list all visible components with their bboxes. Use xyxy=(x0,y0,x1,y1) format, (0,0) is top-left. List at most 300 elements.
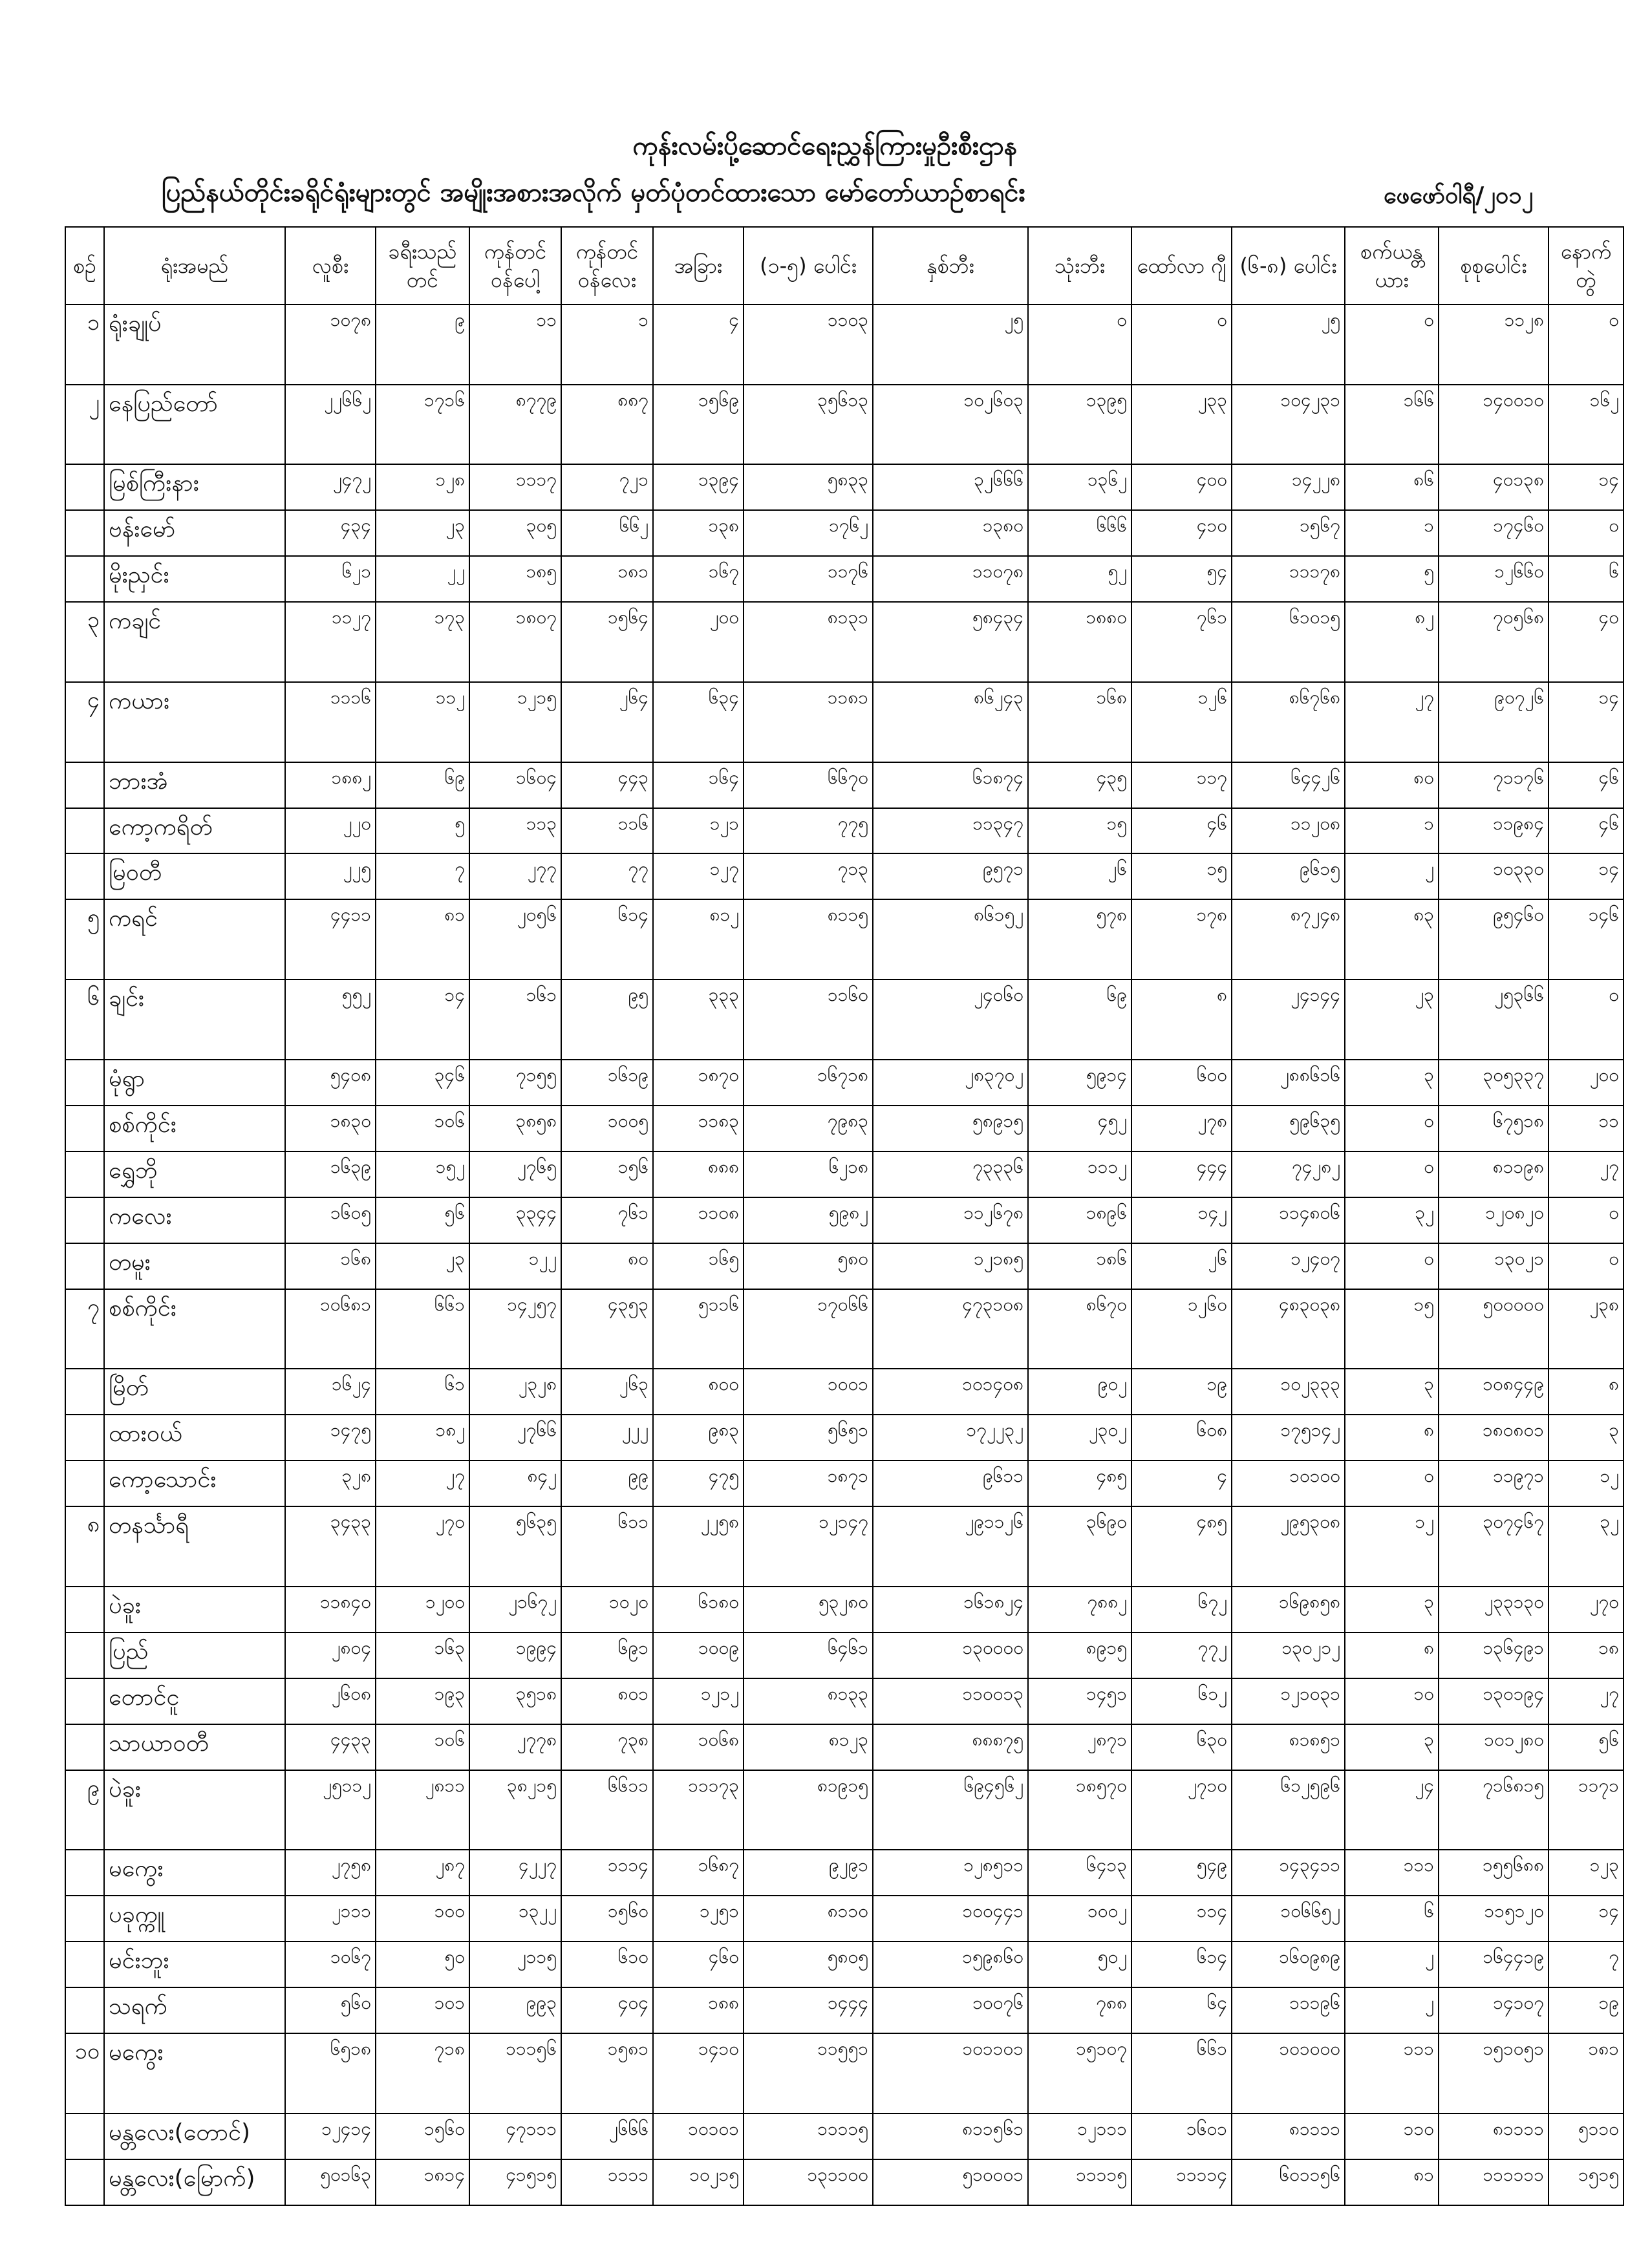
column-header: စဉ် xyxy=(65,227,104,305)
value-cell: ၁၁၅၅၁ xyxy=(744,2033,873,2113)
table-row xyxy=(65,762,1623,808)
column-header: နောက်တွဲ xyxy=(1548,227,1623,305)
value-cell: ၈၁၁၁၁ xyxy=(1439,2113,1548,2159)
value-cell: ၀ xyxy=(1345,1106,1439,1151)
row-number-cell xyxy=(65,1151,104,1197)
value-cell: ၄၀၁၃၈ xyxy=(1439,464,1548,510)
value-cell: ၅၈၉၁၅ xyxy=(873,1106,1028,1151)
value-cell: ၁၈၈၀ xyxy=(1028,602,1131,682)
value-cell: ၁၂၁ xyxy=(653,808,744,854)
value-cell: ၁၇၅၁၄၂ xyxy=(1232,1415,1345,1460)
value-cell: ၂၈၇ xyxy=(376,1850,469,1896)
table-row xyxy=(65,2113,1623,2159)
value-cell: ၁၆၆ xyxy=(1345,385,1439,465)
value-cell: ၆၂၁ xyxy=(285,556,376,602)
value-cell: ၆၁၄ xyxy=(1131,1942,1232,1987)
value-cell: ၄၃၅၃ xyxy=(561,1289,653,1369)
value-cell: ၂၃၂၈ xyxy=(469,1369,561,1415)
office-name-cell: ကရင် xyxy=(104,899,285,979)
value-cell: ၁၅၆၀ xyxy=(376,2113,469,2159)
value-cell: ၆၄ xyxy=(1131,1987,1232,2033)
value-cell: ၁၀၆၇ xyxy=(285,1942,376,1987)
value-cell: ၂၇၆၅ xyxy=(469,1151,561,1197)
value-cell: ၇၁၆၈၁၅ xyxy=(1439,1770,1548,1850)
table-row xyxy=(65,1987,1623,2033)
value-cell: ၁၇၄၆၀ xyxy=(1439,510,1548,556)
value-cell: ၂၉၁၁၂၆ xyxy=(873,1506,1028,1587)
value-cell: ၆၃၄ xyxy=(653,682,744,762)
value-cell: ၈၀၀ xyxy=(653,1369,744,1415)
value-cell: ၁၁၁၆ xyxy=(285,682,376,762)
value-cell: ၃၀၅၃၃၇ xyxy=(1439,1060,1548,1106)
table-header-row xyxy=(65,227,1623,305)
value-cell: ၁၀၆၈ xyxy=(653,1724,744,1770)
value-cell: ၁ xyxy=(1345,510,1439,556)
table-row xyxy=(65,1106,1623,1151)
value-cell: ၇၄၂၈၂ xyxy=(1232,1151,1345,1197)
value-cell: ၆၀၀ xyxy=(1131,1060,1232,1106)
value-cell: ၄၀ xyxy=(1548,602,1623,682)
value-cell: ၄၀၀ xyxy=(1131,464,1232,510)
value-cell: ၁၂၁၄၇ xyxy=(744,1506,873,1587)
value-cell: ၃၂ xyxy=(1345,1197,1439,1243)
value-cell: ၂၄၁၄၄ xyxy=(1232,979,1345,1060)
value-cell: ၇ xyxy=(376,853,469,899)
value-cell: ၁၀၂၀ xyxy=(561,1587,653,1632)
value-cell: ၅၆ xyxy=(1548,1724,1623,1770)
value-cell: ၆၄၆၁ xyxy=(744,1632,873,1678)
value-cell: ၁၀၀၄၄၁ xyxy=(873,1896,1028,1942)
value-cell: ၇ xyxy=(1548,1942,1623,1987)
vehicle-register-table xyxy=(65,226,1624,2206)
value-cell: ၁၁၈၄၀ xyxy=(285,1587,376,1632)
value-cell: ၈၁၁၅ xyxy=(744,899,873,979)
value-cell: ၈၁၃၁ xyxy=(744,602,873,682)
value-cell: ၄၄၁၁ xyxy=(285,899,376,979)
value-cell: ၄၆ xyxy=(1548,808,1623,854)
value-cell: ၂၇ xyxy=(1548,1151,1623,1197)
value-cell: ၅၀ xyxy=(376,1942,469,1987)
office-name-cell: စစ်ကိုင်း xyxy=(104,1289,285,1369)
value-cell: ၆၆၇၀ xyxy=(744,762,873,808)
value-cell: ၄၆၀ xyxy=(653,1942,744,1987)
office-name-cell: ကော့သောင်း xyxy=(104,1460,285,1506)
value-cell: ၁၄၅၁ xyxy=(1028,1678,1131,1724)
value-cell: ၁၈၁ xyxy=(1548,2033,1623,2113)
value-cell: ၄၈၅ xyxy=(1131,1506,1232,1587)
value-cell: ၂၃၃၁၃၀ xyxy=(1439,1587,1548,1632)
value-cell: ၄၃၅ xyxy=(1028,762,1131,808)
value-cell: ၃၀၅ xyxy=(469,510,561,556)
value-cell: ၉၈၃ xyxy=(653,1415,744,1460)
table-row xyxy=(65,979,1623,1060)
value-cell: ၁၁၈၁ xyxy=(744,682,873,762)
value-cell: ၁၀၀၂ xyxy=(1028,1896,1131,1942)
table-row xyxy=(65,1243,1623,1289)
value-cell: ၂၇ xyxy=(1345,682,1439,762)
office-name-cell: ပခုက္ကူ xyxy=(104,1896,285,1942)
value-cell: ၁၃၆၂ xyxy=(1028,464,1131,510)
value-cell: ၁၀၆ xyxy=(376,1106,469,1151)
value-cell: ၈၀ xyxy=(561,1243,653,1289)
value-cell: ၆၄၁၃ xyxy=(1028,1850,1131,1896)
value-cell: ၂၃ xyxy=(376,1243,469,1289)
value-cell: ၂၂၂ xyxy=(561,1415,653,1460)
value-cell: ၈၁ xyxy=(1345,2159,1439,2205)
table-row xyxy=(65,2033,1623,2113)
value-cell: ၁၂၁၅ xyxy=(469,682,561,762)
value-cell: ၁၇၀၆၆ xyxy=(744,1289,873,1369)
value-cell: ၁၅၆၀ xyxy=(561,1896,653,1942)
value-cell: ၁၈၁၄ xyxy=(376,2159,469,2205)
value-cell: ၁၀၂၃၃၃ xyxy=(1232,1369,1345,1415)
table-row xyxy=(65,2159,1623,2205)
value-cell: ၃၈၂၁၅ xyxy=(469,1770,561,1850)
value-cell: ၇၈၈ xyxy=(1028,1987,1131,2033)
value-cell: ၁၄၁၀၇ xyxy=(1439,1987,1548,2033)
value-cell: ၉၉ xyxy=(561,1460,653,1506)
value-cell: ၁၂၅၁ xyxy=(653,1896,744,1942)
value-cell: ၁၅၆၉ xyxy=(653,385,744,465)
value-cell: ၈၈၈၇၅ xyxy=(873,1724,1028,1770)
value-cell: ၇၁၁၇၆ xyxy=(1439,762,1548,808)
value-cell: ၁၁ xyxy=(1548,1106,1623,1151)
value-cell: ၉၀၂ xyxy=(1028,1369,1131,1415)
value-cell: ၃ xyxy=(1345,1724,1439,1770)
office-name-cell: မန္တလေး(မြောက်) xyxy=(104,2159,285,2205)
row-number-cell: ၉ xyxy=(65,1770,104,1850)
value-cell: ၁၁၁၉၆ xyxy=(1232,1987,1345,2033)
value-cell: ၆၀၈ xyxy=(1131,1415,1232,1460)
value-cell: ၈၀ xyxy=(1345,762,1439,808)
value-cell: ၁၈၅၇၀ xyxy=(1028,1770,1131,1850)
row-number-cell xyxy=(65,1942,104,1987)
row-number-cell xyxy=(65,510,104,556)
value-cell: ၄၆ xyxy=(1548,762,1623,808)
value-cell: ၀ xyxy=(1028,305,1131,385)
value-cell: ၁၅၆ xyxy=(561,1151,653,1197)
office-name-cell: ရုံးချုပ် xyxy=(104,305,285,385)
value-cell: ၆၁၀၁၅ xyxy=(1232,602,1345,682)
table-row xyxy=(65,556,1623,602)
value-cell: ၅ xyxy=(376,808,469,854)
value-cell: ၂၀၅၆ xyxy=(469,899,561,979)
value-cell: ၁၁၁ xyxy=(1345,2033,1439,2113)
office-name-cell: ကယား xyxy=(104,682,285,762)
value-cell: ၁၀၁၄၀၈ xyxy=(873,1369,1028,1415)
value-cell: ၁၄ xyxy=(1548,1896,1623,1942)
value-cell: ၁၈၅ xyxy=(469,556,561,602)
column-header: စက်ယန္တယား xyxy=(1345,227,1439,305)
value-cell: ၁၂၄၀၇ xyxy=(1232,1243,1345,1289)
row-number-cell xyxy=(65,1197,104,1243)
value-cell: ၁၁၁၇ xyxy=(469,464,561,510)
column-header: (၁-၅) ပေါင်း xyxy=(744,227,873,305)
table-row xyxy=(65,853,1623,899)
value-cell: ၁၆၃၉ xyxy=(285,1151,376,1197)
value-cell: ၂ xyxy=(1345,1942,1439,1987)
value-cell: ၅၈၃၃ xyxy=(744,464,873,510)
value-cell: ၁၄၆ xyxy=(1548,899,1623,979)
column-header: ကုန်တင် ဝန်လေး xyxy=(561,227,653,305)
value-cell: ၂၈၀၄ xyxy=(285,1632,376,1678)
value-cell: ၁၉ xyxy=(1548,1987,1623,2033)
value-cell: ၁၂၁၀၃၁ xyxy=(1232,1678,1345,1724)
value-cell: ၁၅၁၅ xyxy=(1548,2159,1623,2205)
value-cell: ၇၇၂ xyxy=(1131,1632,1232,1678)
value-cell: ၈၄၂ xyxy=(469,1460,561,1506)
value-cell: ၈၆ xyxy=(1345,464,1439,510)
table-row xyxy=(65,1060,1623,1106)
value-cell: ၁၁၇ xyxy=(1131,762,1232,808)
value-cell: ၅၆၃၅ xyxy=(469,1506,561,1587)
value-cell: ၁၂၆၆၀ xyxy=(1439,556,1548,602)
row-number-cell: ၆ xyxy=(65,979,104,1060)
value-cell: ၅၆ xyxy=(376,1197,469,1243)
value-cell: ၄၂၂၇ xyxy=(469,1850,561,1896)
value-cell: ၁၁၂၈ xyxy=(1439,305,1548,385)
office-name-cell: မုံရွာ xyxy=(104,1060,285,1106)
value-cell: ၁၅ xyxy=(1345,1289,1439,1369)
row-number-cell xyxy=(65,1678,104,1724)
value-cell: ၁၅ xyxy=(1028,808,1131,854)
value-cell: ၁၀၂၁၅ xyxy=(653,2159,744,2205)
value-cell: ၆၉ xyxy=(1028,979,1131,1060)
column-header: အခြား xyxy=(653,227,744,305)
row-number-cell xyxy=(65,808,104,854)
value-cell: ၂၆၀၈ xyxy=(285,1678,376,1724)
value-cell: ၁၈၆ xyxy=(1028,1243,1131,1289)
value-cell: ၇၃၃၃၆ xyxy=(873,1151,1028,1197)
value-cell: ၁၆၁ xyxy=(469,979,561,1060)
value-cell: ၁၁၁၁၄ xyxy=(1131,2159,1232,2205)
value-cell: ၇၂၁ xyxy=(561,464,653,510)
value-cell: ၈ xyxy=(1131,979,1232,1060)
column-header: ရုံးအမည် xyxy=(104,227,285,305)
value-cell: ၂၇၇ xyxy=(469,853,561,899)
table-row xyxy=(65,1460,1623,1506)
value-cell: ၁၀၀၅ xyxy=(561,1106,653,1151)
value-cell: ၈၀၁ xyxy=(561,1678,653,1724)
value-cell: ၁၁၁၇၃ xyxy=(653,1770,744,1850)
value-cell: ၆၁၂၅၉၆ xyxy=(1232,1770,1345,1850)
value-cell: ၁၂၇ xyxy=(653,853,744,899)
value-cell: ၁၈၉၆ xyxy=(1028,1197,1131,1243)
value-cell: ၁၇၂၂၃၂ xyxy=(873,1415,1028,1460)
value-cell: ၈၁၃၃ xyxy=(744,1678,873,1724)
value-cell: ၁၀၃၃၀ xyxy=(1439,853,1548,899)
value-cell: ၁၂၈၅၁၁ xyxy=(873,1850,1028,1896)
column-header: ခရီးသည် တင် xyxy=(376,227,469,305)
value-cell: ၀ xyxy=(1131,305,1232,385)
value-cell: ၅၃၂၈၀ xyxy=(744,1587,873,1632)
value-cell: ၁၀၁၂၈၀ xyxy=(1439,1724,1548,1770)
value-cell: ၁၅၁၀၇ xyxy=(1028,2033,1131,2113)
value-cell: ၁၇၈ xyxy=(1131,899,1232,979)
value-cell: ၃၅၁၈ xyxy=(469,1678,561,1724)
row-number-cell: ၂ xyxy=(65,385,104,465)
value-cell: ၆၁ xyxy=(376,1369,469,1415)
value-cell: ၁၄ xyxy=(1548,853,1623,899)
value-cell: ၅ xyxy=(1345,556,1439,602)
document-subtitle: ပြည်နယ်တိုင်းခရိုင်ရုံးများတွင် အမျိုးအစားအလိုက် မှတ်ပုံတင်ထားသော မော်တော်ယာဉ်စာရင်း xyxy=(162,178,1025,208)
value-cell: ၈ xyxy=(1548,1369,1623,1415)
table-row xyxy=(65,1151,1623,1197)
value-cell: ၆၀၁၁၅၆ xyxy=(1232,2159,1345,2205)
value-cell: ၈၁၂ xyxy=(653,899,744,979)
office-name-cell: စစ်ကိုင်း xyxy=(104,1106,285,1151)
office-name-cell: ချင်း xyxy=(104,979,285,1060)
value-cell: ၆၆၂ xyxy=(561,510,653,556)
value-cell: ၂၇၀ xyxy=(376,1506,469,1587)
value-cell: ၁၁၆ xyxy=(561,808,653,854)
value-cell: ၂၈၃၇၀၂ xyxy=(873,1060,1028,1106)
value-cell: ၁၈၈ xyxy=(653,1987,744,2033)
value-cell: ၁၃၀၁၉၄ xyxy=(1439,1678,1548,1724)
column-header: နှစ်ဘီး xyxy=(873,227,1028,305)
value-cell: ၁၆၀၉၈၉ xyxy=(1232,1942,1345,1987)
value-cell: ၃၆၉၀ xyxy=(1028,1506,1131,1587)
value-cell: ၁၀၁၀၀ xyxy=(1232,1460,1345,1506)
table-row xyxy=(65,1632,1623,1678)
value-cell: ၃၀၇၄၆၇ xyxy=(1439,1506,1548,1587)
value-cell: ၁၄ xyxy=(1548,464,1623,510)
value-cell: ၃၂ xyxy=(1548,1506,1623,1587)
value-cell: ၁၂၀၈၂၀ xyxy=(1439,1197,1548,1243)
office-name-cell: နေပြည်တော် xyxy=(104,385,285,465)
table-row xyxy=(65,1678,1623,1724)
table-row xyxy=(65,385,1623,465)
value-cell: ၀ xyxy=(1548,1243,1623,1289)
value-cell: ၂၃၀၂ xyxy=(1028,1415,1131,1460)
value-cell: ၁၅၁၀၅၁ xyxy=(1439,2033,1548,2113)
value-cell: ၁၄၁၀ xyxy=(653,2033,744,2113)
value-cell: ၈ xyxy=(1345,1415,1439,1460)
table-row xyxy=(65,1506,1623,1587)
value-cell: ၁၆၀၁ xyxy=(1131,2113,1232,2159)
value-cell: ၁၀၀၁ xyxy=(744,1369,873,1415)
office-name-cell: ကော့ကရိတ် xyxy=(104,808,285,854)
value-cell: ၃၃၄၄ xyxy=(469,1197,561,1243)
row-number-cell xyxy=(65,464,104,510)
value-cell: ၂၆၄ xyxy=(561,682,653,762)
value-cell: ၁၆၇ xyxy=(653,556,744,602)
row-number-cell xyxy=(65,1724,104,1770)
value-cell: ၆၁၈၇၄ xyxy=(873,762,1028,808)
value-cell: ၁၁၁၂ xyxy=(1028,1151,1131,1197)
value-cell: ၁၄၂ xyxy=(1131,1197,1232,1243)
value-cell: ၁၁၁၁၅ xyxy=(744,2113,873,2159)
value-cell: ၁၃၈ xyxy=(653,510,744,556)
value-cell: ၂၆၆၆ xyxy=(561,2113,653,2159)
value-cell: ၉၅ xyxy=(561,979,653,1060)
value-cell: ၄၄၃ xyxy=(561,762,653,808)
office-name-cell: တမူး xyxy=(104,1243,285,1289)
office-name-cell: မြဝတီ xyxy=(104,853,285,899)
value-cell: ၁၂၁၈၅ xyxy=(873,1243,1028,1289)
value-cell: ၈၁ xyxy=(376,899,469,979)
value-cell: ၉၆၁၁ xyxy=(873,1460,1028,1506)
value-cell: ၁၂၁၂ xyxy=(653,1678,744,1724)
value-cell: ၁၂၀၀ xyxy=(376,1587,469,1632)
value-cell: ၂၆ xyxy=(1028,853,1131,899)
value-cell: ၂၁၁၅ xyxy=(469,1942,561,1987)
office-name-cell: မင်းဘူး xyxy=(104,1942,285,1987)
value-cell: ၁၆၂ xyxy=(1548,385,1623,465)
value-cell: ၁၂၃ xyxy=(1548,1850,1623,1896)
office-name-cell: ပဲခူး xyxy=(104,1587,285,1632)
value-cell: ၂၇၆၆ xyxy=(469,1415,561,1460)
value-cell: ၈၁၁၉၈ xyxy=(1439,1151,1548,1197)
value-cell: ၁၅၈၁ xyxy=(561,2033,653,2113)
value-cell: ၈၉၁၅ xyxy=(1028,1632,1131,1678)
value-cell: ၅၁၀၀၀၁ xyxy=(873,2159,1028,2205)
value-cell: ၆၆၁ xyxy=(1131,2033,1232,2113)
value-cell: ၁၀၇၈ xyxy=(285,305,376,385)
value-cell: ၁၃၉၄ xyxy=(653,464,744,510)
value-cell: ၆၁၄ xyxy=(561,899,653,979)
value-cell: ၆၇၅၁၈ xyxy=(1439,1106,1548,1151)
value-cell: ၂၃ xyxy=(1345,979,1439,1060)
value-cell: ၁၉၃ xyxy=(376,1678,469,1724)
office-name-cell: မြစ်ကြီးနား xyxy=(104,464,285,510)
value-cell: ၆၉၄၅၆၂ xyxy=(873,1770,1028,1850)
office-name-cell: ဘားအံ xyxy=(104,762,285,808)
table-row xyxy=(65,808,1623,854)
table-row xyxy=(65,1369,1623,1415)
value-cell: ၁၄ xyxy=(1548,682,1623,762)
value-cell: ၃၄၃၃ xyxy=(285,1506,376,1587)
value-cell: ၂၃ xyxy=(376,510,469,556)
value-cell: ၈၁၁၁၁ xyxy=(1232,2113,1345,2159)
row-number-cell xyxy=(65,1415,104,1460)
value-cell: ၁၁၁၄ xyxy=(561,1850,653,1896)
value-cell: ၇၆၁ xyxy=(561,1197,653,1243)
value-cell: ၄၄၄ xyxy=(1131,1151,1232,1197)
office-name-cell: ကလေး xyxy=(104,1197,285,1243)
value-cell: ၄၈၅ xyxy=(1028,1460,1131,1506)
value-cell: ၂၅၁၁၂ xyxy=(285,1770,376,1850)
value-cell: ၆၁၁ xyxy=(561,1506,653,1587)
value-cell: ၁၁၁ xyxy=(1345,1850,1439,1896)
value-cell: ၁၆၈ xyxy=(285,1243,376,1289)
value-cell: ၀ xyxy=(1345,1460,1439,1506)
value-cell: ၁၁၃ xyxy=(469,808,561,854)
value-cell: ၂၇၀ xyxy=(1548,1587,1623,1632)
value-cell: ၁၈၁ xyxy=(561,556,653,602)
value-cell: ၆၁၂ xyxy=(1131,1678,1232,1724)
value-cell: ၁၁၇၁ xyxy=(1548,1770,1623,1850)
value-cell: ၁၁၆၀ xyxy=(744,979,873,1060)
value-cell: ၄၆ xyxy=(1131,808,1232,854)
value-cell: ၁၁၀၃ xyxy=(744,305,873,385)
value-cell: ၈၆၂၄၃ xyxy=(873,682,1028,762)
value-cell: ၅၀၂ xyxy=(1028,1942,1131,1987)
table-row xyxy=(65,1197,1623,1243)
value-cell: ၆၃၀ xyxy=(1131,1724,1232,1770)
office-name-cell: မကွေး xyxy=(104,1850,285,1896)
office-name-cell: ပြည် xyxy=(104,1632,285,1678)
value-cell: ၈၆၁၅၂ xyxy=(873,899,1028,979)
value-cell: ၁၂ xyxy=(1345,1506,1439,1587)
value-cell: ၂၆ xyxy=(1131,1243,1232,1289)
row-number-cell: ၃ xyxy=(65,602,104,682)
value-cell: ၂၅ xyxy=(1232,305,1345,385)
value-cell: ၆ xyxy=(1548,556,1623,602)
value-cell: ၂၂၅၈ xyxy=(653,1506,744,1587)
value-cell: ၆၄၄၂၆ xyxy=(1232,762,1345,808)
value-cell: ၁၁၁၁ xyxy=(561,2159,653,2205)
